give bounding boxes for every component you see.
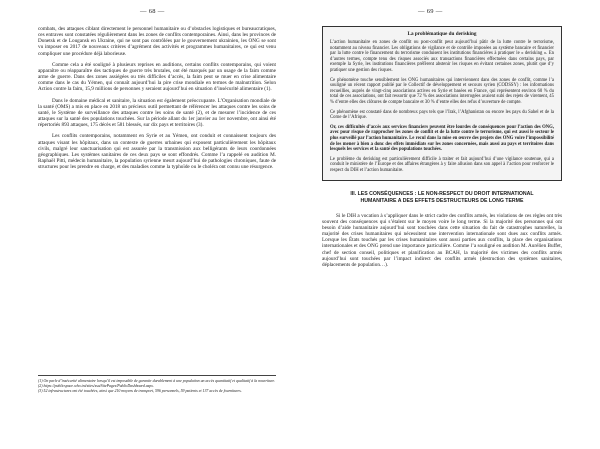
paragraph: Les conflits contemporains, notamment en Syrie et au Yémen, ont conduit et connaissent toujours des attaques visant les hôpitaux, dans un contexte de guerres urbaines qui exposent particulièrement les hôpitaux civils, malgré leur sanctuarisation qui est assurée par la transmission aux belligérants de leurs coordonnées géographiques. Les systèmes sanitaires de ces deux pays se sont effondrés. Comme l’a rappelé en audition M. Raphaël Pitti, médecin humanitaire, la population syrienne meurt aujourd’hui de pathologies chroniques, faute de structures pour les prendre en charge, et des maladies comme la typhoïde ou le choléra ont connu une résurgence. (38, 133, 276, 171)
section-title: III. LES CONSÉQUENCES : LE NON-RESPECT DU DROIT INTERNATIONAL HUMANITAIRE A DES EFFETS DESTRUCTEURS DE LONG TERME (350, 191, 534, 205)
box-paragraph: Ce phénomène touche sensiblement les ONG humanitaires qui interviennent dans des zones de conflit, comme l’a souligné un récent rapport publié par le Collectif de développement et secours syrien (CODSSY) : les informations recueillies, auprès de vingt-cinq associations actives en Syrie et basées en France, qui représentent environ 60 % du total de ces associations, ont fait ressortir que 72 % des associations interrogées avaient subi des rejets de virement, 45 % d’entre elles des clôtures de compte bancaire et 30 % d’entre elles des refus d’ouverture de compte. (330, 77, 554, 105)
box-paragraph: L’action humanitaire en zones de conflit ou post-conflit peut aujourd’hui pâtir de la lutte contre le terrorisme, notamment au niveau financier. Les obligations de vigilance et de contrôle imposées au système bancaire et financier par la lutte contre le financement du terrorisme conduisent les institutions financières à pratiquer le « derisking ». En d’autres termes, compte tenu des risques associés aux transactions financières effectuées dans certains pays, par exemple la Syrie, les institutions financières préfèrent abstenir les risques en évitant certaines zones, plutôt que d’y pratiquer une gestion des risques. (330, 40, 554, 73)
right-page (300, 0, 600, 449)
paragraph: Comme cela a été souligné à plusieurs reprises en auditions, certains conflits contemporains, qui voient apparaître ou réapparaître des tactiques de guerre très brutales, ont été marqués par un usage de la faim comme arme de guerre. Dans des zones assiégées ou très difficiles d’accès, la faim peut se muer en crise alimentaire comme dans le cas du Yémen, qui connaît aujourd’hui la pire crise mondiale en termes de malnutrition. Selon Action contre la faim, 15,9 millions de personnes y seraient aujourd’hui en situation d’insécurité alimentaire (1). (38, 61, 276, 93)
box-title: La problématique du derisking (407, 31, 477, 37)
footnotes (38, 375, 276, 394)
footnote: (2) https://publicspace.who.int/sites/ssa/SitePages/PublicDashboard.aspx. (38, 384, 154, 388)
right-body (322, 26, 562, 273)
box-paragraph: Or, ces difficultés d’accès aux services financiers peuvent être lourdes de conséquences pour l’action des ONG, avec pour risque de rapprocher les zones de conflit et de la lutte contre le terrorisme, qui est aussi le secteur le plus surveillé par l’action humanitaire. Le recul dans la mise en œuvre des projets des ONG voire l’impossibilité de les mener à bien a donc des effets immédiats sur les zones concernées, mais aussi au pays et territoires dans lesquels les services et la santé des populations touchées. (330, 124, 554, 153)
footnote: (1) On parle d’insécurité alimentaire lorsqu’il est impossible de garantir durablement à une population un accès quantitatif et qualitatif à la nourriture. (38, 379, 276, 383)
page-number: — 68 — (140, 8, 165, 15)
paragraph: Dans le domaine médical et sanitaire, la situation est également préoccupante. L’Organisation mondiale de la santé (OMS) a mis en place en 2018 un précieux outil permettant de référencer les attaques contre les soins de santé, le Système de surveillance des attaques contre les soins de santé (2), et de mesurer l’incidence de ces attaques sur la santé des populations touchées. Sur la période allant du 1er janvier au 1er novembre, ont ainsi été répertoriés 893 attaques, 175 décès et 581 blessés, sur dix pays et territoires (3). (38, 97, 276, 129)
page-number: — 69 — (418, 8, 443, 15)
footnote: (3) 52 infrastructures ont été touchées, ainsi que 210 moyens de transport, 596 personnels, 59 patients et 137 accès de fournitures. (38, 389, 242, 393)
paragraph: combats, des attaques ciblant directement le personnel humanitaire ou d’obstacles logistiques et bureaucratiques, ces entraves sont constatées régulièrement dans les zones de conflits contemporaines. Ainsi, dans les provinces de Donetsk et de Lougansk en Ukraine, qui ne sont pas contrôlées par le gouvernement ukrainien, les ONG se sont vu imposer en 2017 de nouveaux critères d’agrément des activités et programmes humanitaires, ce qui est venu compliquer une procédure déjà laborieuse. (38, 26, 276, 57)
section-paragraph: Si le DIH a vocation à s’appliquer dans le strict cadre des conflits armés, les violations de ces règles ont très souvent des conséquences qui s’étalent sur le moyen voire le long terme. Si la majorité des personnes qui ont besoin d’aide humanitaire aujourd’hui sont touchées dans cette situation du fait de catastrophes naturelles, la majorité des crises humanitaires qui nécessitent une intervention internationale sont dues aux conflits armés. Lorsque les États touchés par les crises humanitaires sont aussi parties aux conflits, la place des organisations internationales et des ONG prend une importance particulière. Comme l’a souligné en audition M. Aurélien Buffet, chef de section conseil, politiques et planification au BCAH, la majorité des victimes des conflits armés aujourd’hui sont touchées par l’impact indirect des conflits armés (destruction des systèmes sanitaires, déplacements de population…). (322, 212, 562, 268)
left-body (38, 26, 276, 175)
box-paragraph: Le problème du derisking est particulièrement difficile à traiter et fait aujourd’hui d’une vigilance soutenue, qui a conduit le ministère de l’Europe et des affaires étrangères à y faire allusion dans son appel à l’action pour renforcer le respect du DIH et l’action humanitaire. (330, 156, 554, 173)
box-paragraph: Ce phénomène est constaté dans de nombreux pays tels que l’Irak, l’Afghanistan ou encore les pays du Sahel et de la Corne de l’Afrique. (330, 109, 554, 121)
derisking-box (322, 26, 562, 181)
